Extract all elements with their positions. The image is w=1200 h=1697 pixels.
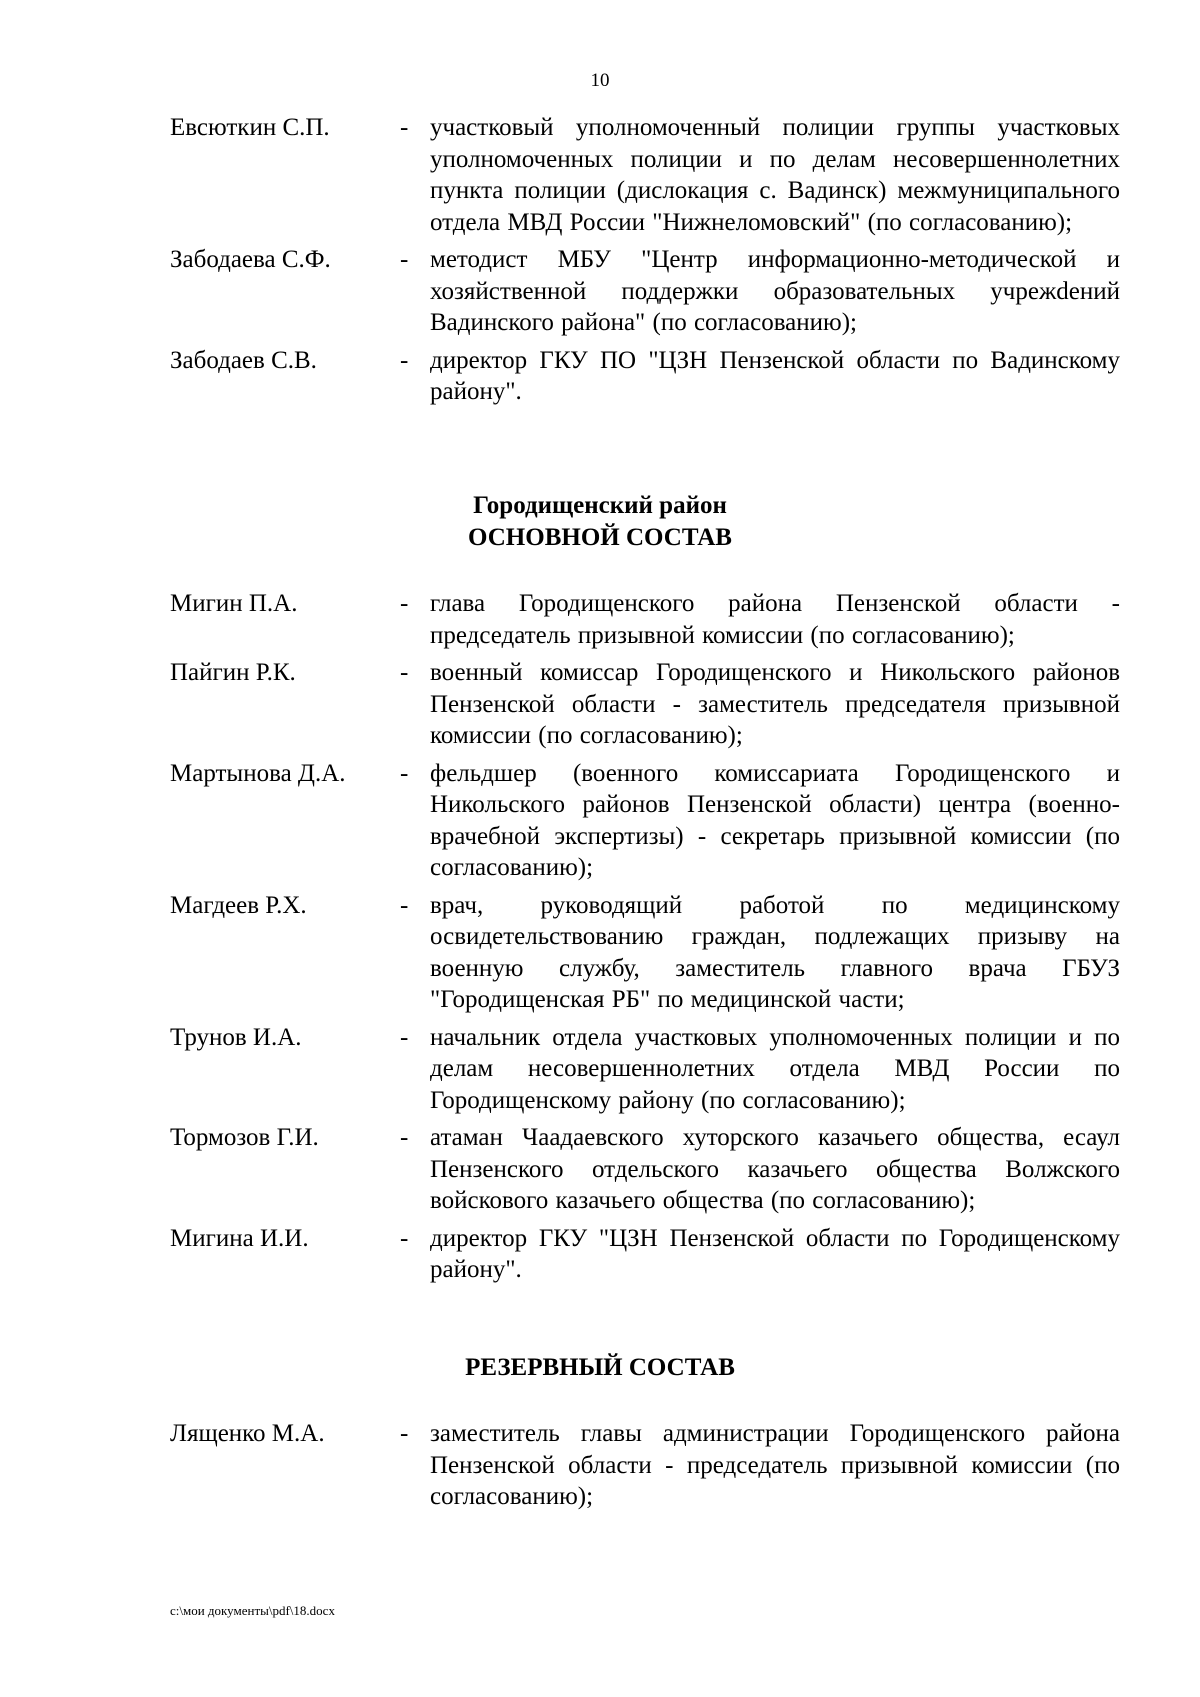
- member-position: директор ГКУ ПО "ЦЗН Пензенской области по Вадинскому району".: [430, 346, 1120, 405]
- member-position: участковый уполномоченный полиции группы участковых уполномоченных полиции и по делам несовершеннолетних пункта полиции (дислокация с. Вадинск) межмуниципального отдела МВД России "Нижнеломовский" (по согласованию);: [430, 114, 1120, 236]
- member-position: военный комиссар Городищенского и Никольского районов Пензенской области - заместитель председателя призывной комиссии (по согласованию);: [430, 659, 1120, 749]
- district-heading: Городищенский район: [473, 492, 727, 519]
- dash: -: [400, 246, 409, 273]
- member-position: атаман Чаадаевского хуторского казачьего общества, есаул Пензенского отдельского казачьего общества Волжского войскового казачьего общества (по согласованию);: [430, 1124, 1120, 1214]
- main-composition-heading: ОСНОВНОЙ СОСТАВ: [468, 524, 732, 551]
- member-position: фельдшер (военного комиссариата Городищенского и Никольского районов Пензенской области) центра (военно-врачебной экспертизы) - секретарь призывной комиссии (по согласованию);: [430, 759, 1120, 881]
- list-item: [170, 244, 1120, 339]
- member-list-main: [170, 588, 1120, 1292]
- list-item: [170, 758, 1120, 884]
- member-name: Забодаев С.В.: [170, 346, 317, 374]
- member-position: методист МБУ "Центр информационно-методической и хозяйственной поддержки образовательных учрежdений Вадинского района" (по согласованию);: [430, 246, 1120, 336]
- list-item: [170, 345, 1120, 408]
- list-item: [170, 1223, 1120, 1286]
- member-list-reserve: [170, 1418, 1120, 1519]
- dash: -: [400, 114, 409, 141]
- reserve-composition-heading: РЕЗЕРВНЫЙ СОСТАВ: [465, 1354, 735, 1381]
- member-name: Тормозов Г.И.: [170, 1124, 319, 1151]
- page-number: 10: [590, 70, 610, 91]
- member-name: Забодаева С.Ф.: [170, 246, 331, 273]
- member-name: Мигина И.И.: [170, 1224, 309, 1252]
- dash: -: [400, 891, 409, 919]
- dash: -: [400, 759, 409, 787]
- dash: -: [400, 1224, 409, 1252]
- dash: -: [400, 590, 409, 617]
- list-item: [170, 1418, 1120, 1513]
- list-item: [170, 112, 1120, 238]
- list-item: [170, 657, 1120, 752]
- list-item: [170, 1022, 1120, 1117]
- member-position: заместитель главы администрации Городищенского района Пензенской области - председатель призывной комиссии (по согласованию);: [430, 1420, 1120, 1510]
- member-position: директор ГКУ "ЦЗН Пензенской области по Городищенскому району".: [430, 1224, 1120, 1283]
- dash: -: [400, 1124, 409, 1151]
- member-name: Магдеев Р.Х.: [170, 891, 307, 919]
- dash: -: [400, 346, 409, 374]
- dash: -: [400, 659, 409, 686]
- member-name: Пайгин Р.К.: [170, 659, 296, 686]
- file-path-footer: c:\мои документы\pdf\18.docx: [170, 1603, 335, 1618]
- list-item: [170, 890, 1120, 1016]
- member-name: Лященко М.А.: [170, 1420, 325, 1447]
- member-name: Трунов И.А.: [170, 1023, 302, 1051]
- dash: -: [400, 1023, 409, 1051]
- member-name: Евсюткин С.П.: [170, 114, 330, 141]
- member-name: Мартынова Д.А.: [170, 759, 346, 787]
- list-item: [170, 1122, 1120, 1217]
- member-position: начальник отдела участковых уполномоченных полиции и по делам несовершеннолетних отдела МВД России по Городищенскому району (по согласованию);: [430, 1023, 1120, 1114]
- member-position: врач, руководящий работой по медицинскому освидетельствованию граждан, подлежащих призыву на военную службу, заместитель главного врача ГБУЗ "Городищенская РБ" по медицинской части;: [430, 891, 1120, 1013]
- list-item: [170, 588, 1120, 651]
- member-position: глава Городищенского района Пензенской области - председатель призывной комиссии (по согласованию);: [430, 590, 1120, 649]
- member-name: Мигин П.А.: [170, 590, 298, 617]
- dash: -: [400, 1420, 409, 1447]
- member-list-vadinsk: [170, 112, 1120, 414]
